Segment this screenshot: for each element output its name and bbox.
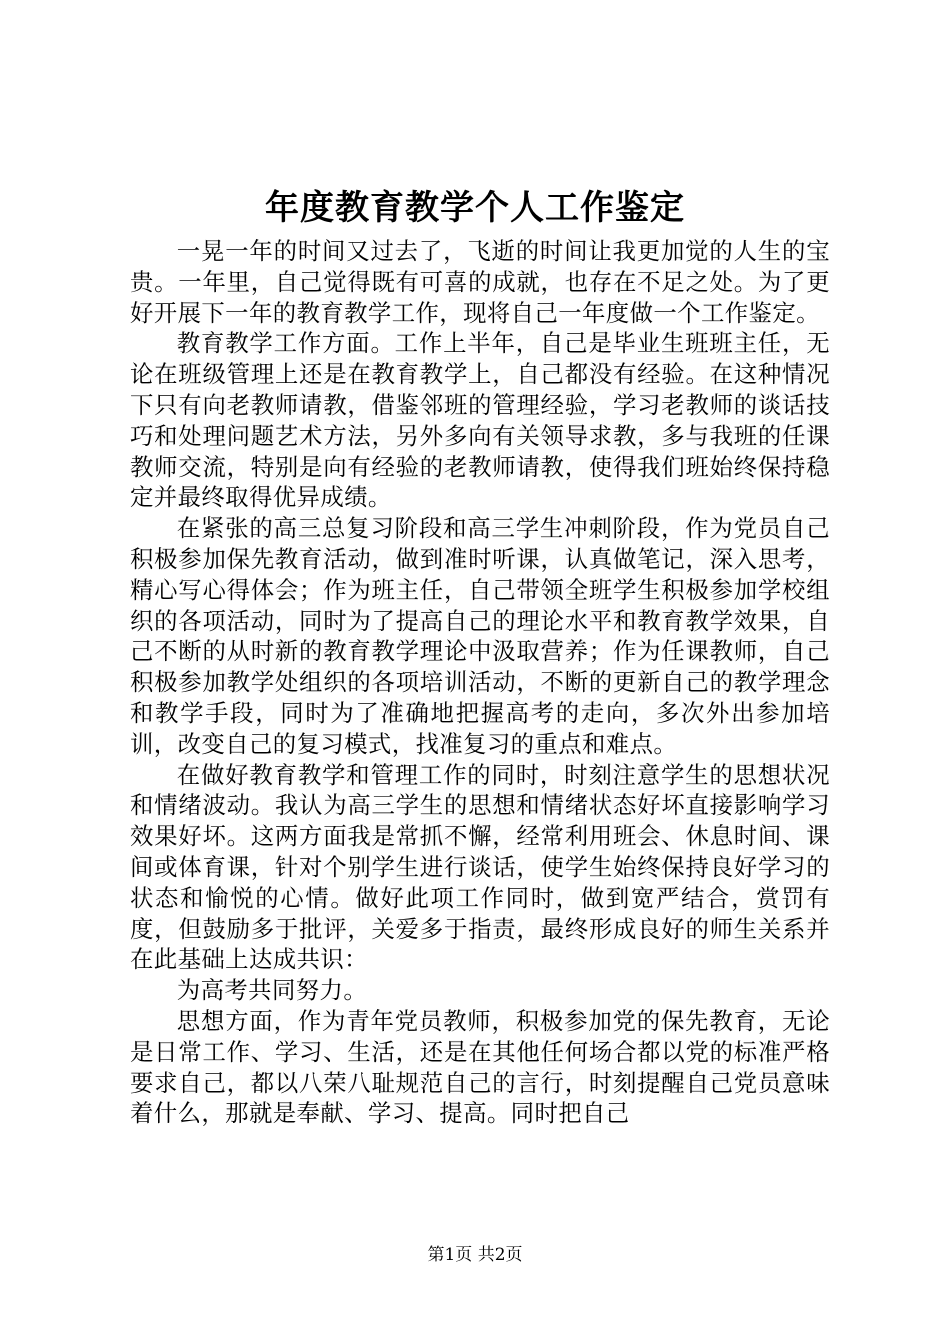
document-title: 年度教育教学个人工作鉴定 <box>265 188 685 228</box>
paragraph-exam-effort: 为高考共同努力。 <box>176 976 368 1005</box>
paragraph-intro: 一晃一年的时间又过去了，飞逝的时间让我更加觉的人生的宝贵。一年里，自己觉得既有可喜的成就，也存在不足之处。为了更好开展下一年的教育教学工作，现将自己一年度做一个工作鉴定。 <box>130 237 830 327</box>
document-body <box>130 236 830 1129</box>
paragraph-teaching-work: 教育教学工作方面。工作上半年，自己是毕业生班班主任，无论在班级管理上还是在教育教学上，自己都没有经验。在这种情况下只有向老教师请教，借鉴邻班的管理经验，学习老教师的谈话技巧和处理问题艺术方法，另外多向有关领导求教，多与我班的任课教师交流，特别是向有经验的老教师请教，使得我们班始终保持稳定并最终取得优异成绩。 <box>130 329 830 512</box>
paragraph-senior-review: 在紧张的高三总复习阶段和高三学生冲刺阶段，作为党员自己积极参加保先教育活动，做到准时听课，认真做笔记，深入思考，精心写心得体会；作为班主任，自己带领全班学生积极参加学校组织的各项活动，同时为了提高自己的理论水平和教育教学效果，自己不断的从时新的教育教学理论中汲取营养；作为任课教师，自己积极参加教学处组织的各项培训活动，不断的更新自己的教学理念和教学手段，同时为了准确地把握高考的走向，多次外出参加培训，改变自己的复习模式，找准复习的重点和难点。 <box>130 514 830 758</box>
paragraph-ideology: 思想方面，作为青年党员教师，积极参加党的保先教育，无论是日常工作、学习、生活，还是在其他任何场合都以党的标准严格要求自己，都以八荣八耻规范自己的言行，时刻提醒自己党员意味着什么，那就是奉献、学习、提高。同时把自己 <box>130 1006 830 1128</box>
page-number-footer: 第1页 共2页 <box>427 1245 523 1265</box>
paragraph-student-mindset: 在做好教育教学和管理工作的同时，时刻注意学生的思想状况和情绪波动。我认为高三学生的思想和情绪状态好坏直接影响学习效果好坏。这两方面我是常抓不懈，经常利用班会、休息时间、课间或体育课，针对个别学生进行谈话，使学生始终保持良好学习的状态和愉悦的心情。做好此项工作同时，做到宽严结合，赏罚有度，但鼓励多于批评，关爱多于指责，最终形成良好的师生关系并在此基础上达成共识： <box>130 760 830 974</box>
